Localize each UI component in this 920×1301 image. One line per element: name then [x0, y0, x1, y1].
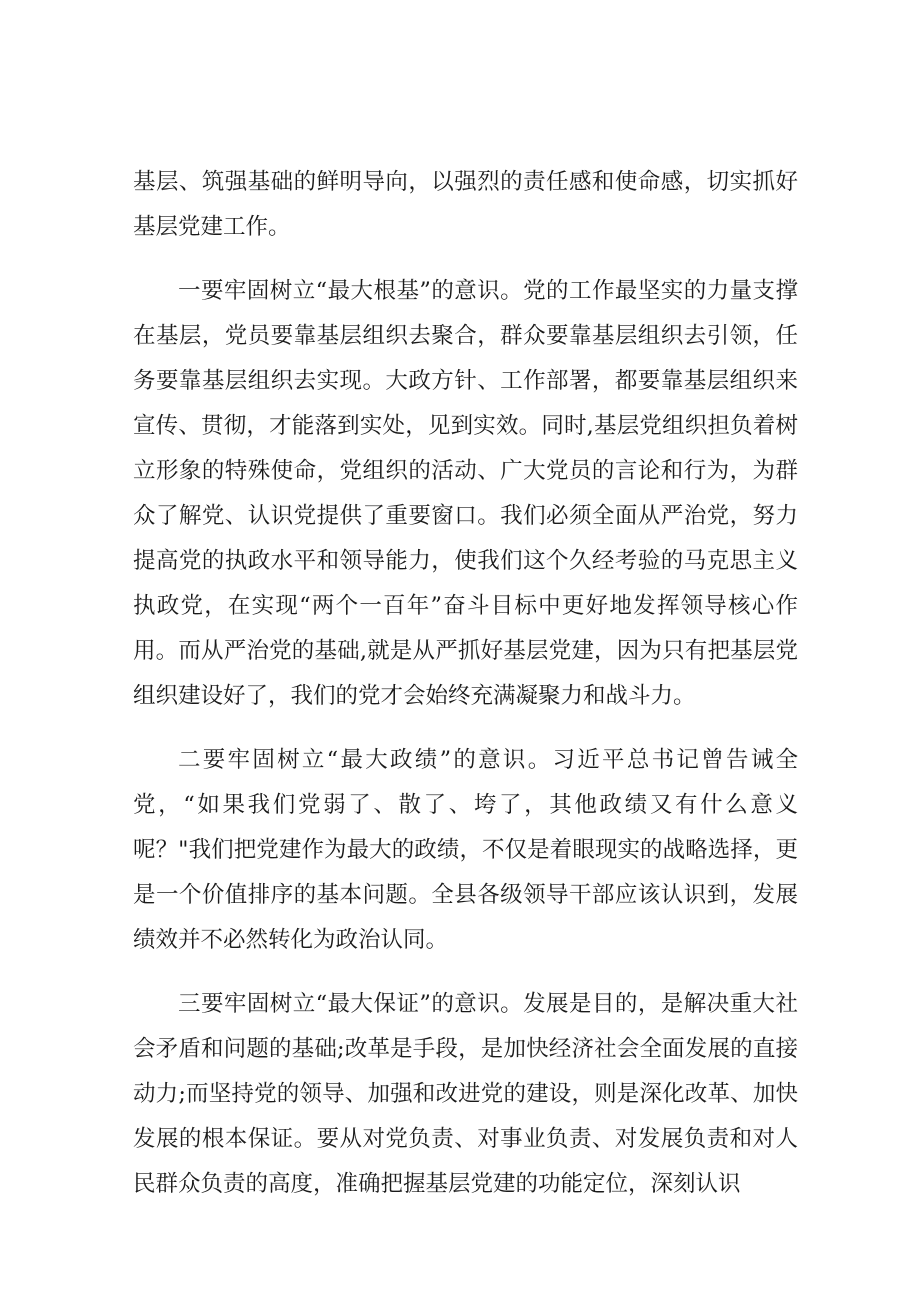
document-body: [133, 160, 798, 1226]
paragraph-foundation: 一要牢固树立“最大根基”的意识。党的工作最坚实的力量支撑在基层，党员要靠基层组织去聚合，群众要靠基层组织去引领，任务要靠基层组织去实现。大政方针、工作部署，都要靠基层组织来宣传、贯彻，才能落到实处，见到实效。同时,基层党组织担负着树立形象的特殊使命，党组织的活动、广大党员的言论和行为，为群众了解党、认识党提供了重要窗口。我们必须全面从严治党，努力提高党的执政水平和领导能力，使我们这个久经考验的马克思主义执政党，在实现“两个一百年”奋斗目标中更好地发挥领导核心作用。而从严治党的基础,就是从严抓好基层党建，因为只有把基层党组织建设好了，我们的党才会始终充满凝聚力和战斗力。: [133, 278, 798, 709]
paragraph-continuation: 基层、筑强基础的鲜明导向，以强烈的责任感和使命感，切实抓好基层党建工作。: [133, 169, 798, 240]
paragraph-achievement: 二要牢固树立“最大政绩”的意识。习近平总书记曾告诫全党，“如果我们党弱了、散了、垮了，其他政绩又有什么意义呢？"我们把党建作为最大的政绩，不仅是着眼现实的战略选择，更是一个价值排序的基本问题。全县各级领导干部应该认识到，发展绩效并不必然转化为政治认同。: [133, 747, 798, 953]
paragraph-guarantee: 三要牢固树立“最大保证”的意识。发展是目的，是解决重大社会矛盾和问题的基础;改革是手段，是加快经济社会全面发展的直接动力;而坚持党的领导、加强和改进党的建设，则是深化改革、加快发展的根本保证。要从对党负责、对事业负责、对发展负责和对人民群众负责的高度，准确把握基层党建的功能定位，深刻认识: [133, 991, 798, 1197]
